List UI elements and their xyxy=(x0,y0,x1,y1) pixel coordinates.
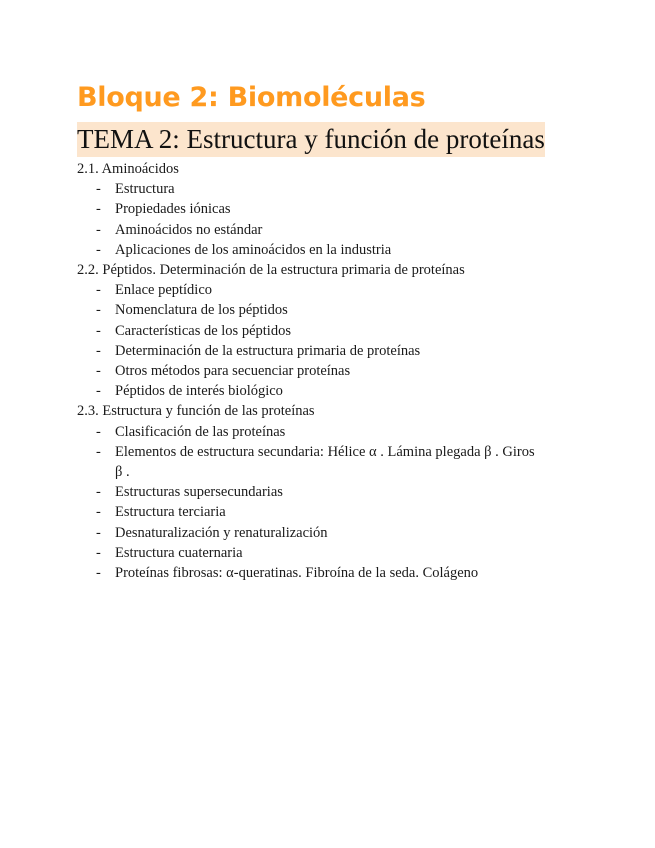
bullet-dash: - xyxy=(96,544,101,561)
list-item xyxy=(77,220,545,240)
list-item-text: Aminoácidos no estándar xyxy=(115,221,263,238)
bullet-dash: - xyxy=(96,423,101,440)
section-heading: 2.1. Aminoácidos xyxy=(77,161,179,177)
bullet-dash: - xyxy=(96,524,101,541)
list-item xyxy=(77,381,545,401)
list-item-text: Estructuras supersecundarias xyxy=(115,484,283,501)
list-item-text: Aplicaciones de los aminoácidos en la industria xyxy=(115,241,392,258)
list-item xyxy=(77,543,545,563)
list-item xyxy=(77,523,545,543)
bullet-dash: - xyxy=(96,302,101,319)
list-item-text: Proteínas fibrosas: α-queratinas. Fibroína de la seda. Colágeno xyxy=(115,565,479,582)
section-items xyxy=(77,280,637,401)
bullet-dash: - xyxy=(96,342,101,359)
list-item-text: Estructura xyxy=(115,181,175,198)
section-2-3 xyxy=(77,401,637,583)
list-item xyxy=(77,199,545,219)
bullet-dash: - xyxy=(96,282,101,299)
bullet-dash: - xyxy=(96,565,101,582)
bullet-dash: - xyxy=(96,383,101,400)
list-item-text: Enlace peptídico xyxy=(115,282,213,299)
list-item xyxy=(77,563,545,583)
bullet-dash: - xyxy=(96,221,101,238)
list-item xyxy=(77,179,545,199)
bloque-title: Bloque 2: Biomoléculas xyxy=(77,82,426,113)
list-item-text: Otros métodos para secuenciar proteínas xyxy=(115,363,351,380)
section-heading: 2.3. Estructura y función de las proteínas xyxy=(77,403,315,420)
list-item xyxy=(77,300,545,320)
bullet-dash: - xyxy=(96,484,101,501)
section-items xyxy=(77,422,637,584)
list-item xyxy=(77,361,545,381)
list-item-text: Estructura cuaternaria xyxy=(115,544,243,561)
list-item-text: Elementos de estructura secundaria: Hélice α . Lámina plegada β . Giros β . xyxy=(115,443,535,481)
bullet-dash: - xyxy=(96,322,101,339)
list-item-text: Características de los péptidos xyxy=(115,322,291,339)
list-item-text: Propiedades iónicas xyxy=(115,201,231,218)
list-item xyxy=(77,240,545,260)
bullet-dash: - xyxy=(96,443,101,460)
section-heading: 2.2. Péptidos. Determinación de la estructura primaria de proteínas xyxy=(77,262,465,279)
section-items xyxy=(77,179,637,260)
list-item-text: Estructura terciaria xyxy=(115,504,226,521)
list-item xyxy=(77,422,545,442)
bullet-dash: - xyxy=(96,363,101,380)
list-item xyxy=(77,482,545,502)
list-item xyxy=(77,341,545,361)
bullet-dash: - xyxy=(96,181,101,198)
list-item-text: Nomenclatura de los péptidos xyxy=(115,302,288,319)
list-item xyxy=(77,502,545,522)
document-page xyxy=(77,80,637,583)
section-2-1 xyxy=(77,159,637,260)
list-item-text: Determinación de la estructura primaria de proteínas xyxy=(115,342,421,359)
list-item xyxy=(77,442,545,482)
bullet-dash: - xyxy=(96,241,101,258)
list-item-text: Desnaturalización y renaturalización xyxy=(115,524,328,541)
sections-list xyxy=(77,159,637,583)
list-item xyxy=(77,280,545,300)
bullet-dash: - xyxy=(96,201,101,218)
list-item-text: Clasificación de las proteínas xyxy=(115,423,286,440)
bullet-dash: - xyxy=(96,504,101,521)
section-2-2 xyxy=(77,260,637,401)
list-item-text: Péptidos de interés biológico xyxy=(115,383,283,400)
tema-title: TEMA 2: Estructura y función de proteínas xyxy=(77,122,545,157)
list-item xyxy=(77,321,545,341)
